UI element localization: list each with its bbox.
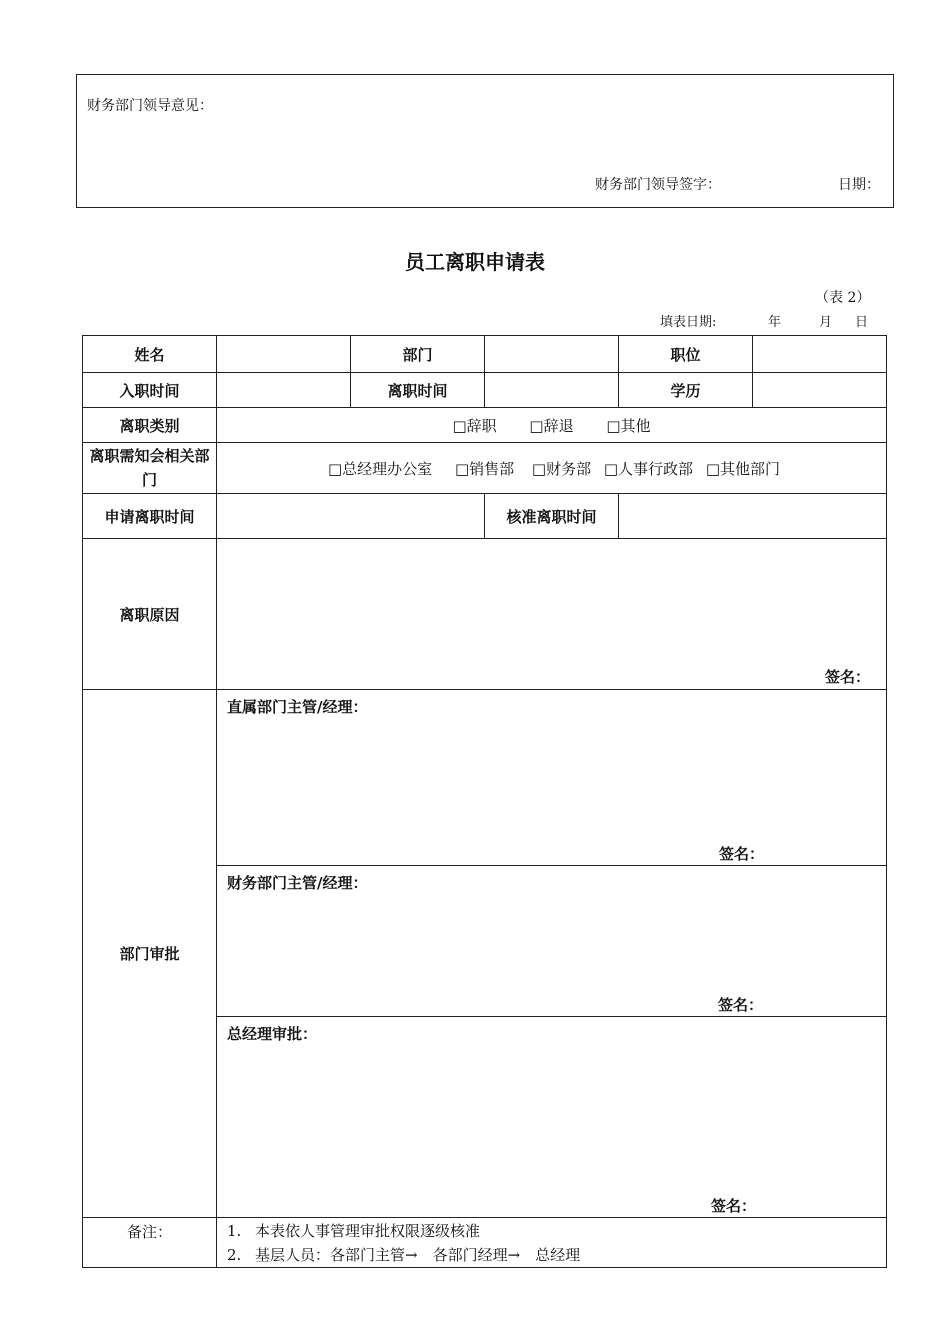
apply-leave-time-label: 申请离职时间	[83, 494, 217, 539]
note-number: 1.	[227, 1222, 242, 1240]
table-row	[83, 494, 887, 539]
department-label: 部门	[351, 336, 485, 373]
direct-manager-approval-label: 直属部门主管/经理：	[227, 698, 368, 716]
position-label: 职位	[619, 336, 753, 373]
name-label: 姓名	[83, 336, 217, 373]
table-row	[83, 443, 887, 494]
approved-leave-time-value[interactable]	[619, 494, 887, 539]
leave-type-other-checkbox[interactable]: □其他	[606, 416, 651, 435]
reason-signature-label: 签名：	[824, 668, 870, 686]
table-row	[83, 1218, 887, 1268]
reason-field[interactable]	[217, 539, 887, 690]
fill-date-label: 填表日期:	[660, 315, 717, 330]
remarks-label: 备注：	[83, 1218, 217, 1268]
fill-date-month: 月	[819, 315, 833, 330]
finance-date-label: 日期：	[838, 177, 880, 193]
finance-opinion-label: 财务部门领导意见：	[87, 98, 213, 114]
finance-signature-label: 财务部门领导签字：	[595, 177, 721, 193]
notify-gm-office-checkbox[interactable]: □总经理办公室	[327, 459, 433, 478]
table-row	[83, 408, 887, 443]
general-manager-approval-field[interactable]	[217, 1017, 887, 1218]
general-manager-approval-label: 总经理审批：	[227, 1025, 318, 1043]
finance-manager-signature-label: 签名：	[718, 996, 764, 1014]
notify-hr-admin-checkbox[interactable]: □人事行政部	[603, 459, 694, 478]
finance-manager-approval-field[interactable]	[217, 866, 887, 1017]
hire-date-label: 入职时间	[83, 373, 217, 408]
table-row	[83, 336, 887, 373]
fill-date-year: 年	[768, 315, 782, 330]
form-title: 员工离职申请表	[405, 250, 545, 274]
remarks-content	[217, 1218, 887, 1268]
note-item	[217, 1243, 886, 1267]
leave-type-options	[217, 408, 887, 443]
note-text: 本表依人事管理审批权限逐级核准	[255, 1222, 481, 1240]
notify-other-checkbox[interactable]: □其他部门	[705, 459, 781, 478]
table-number: （表 2）	[815, 290, 871, 306]
notify-finance-checkbox[interactable]: □财务部	[531, 459, 592, 478]
name-value[interactable]	[217, 336, 351, 373]
leave-type-label: 离职类别	[83, 408, 217, 443]
table-row	[83, 373, 887, 408]
general-manager-signature-label: 签名：	[711, 1197, 757, 1215]
education-value[interactable]	[753, 373, 887, 408]
reason-label: 离职原因	[83, 539, 217, 690]
table-row	[83, 690, 887, 866]
position-value[interactable]	[753, 336, 887, 373]
dept-approval-label: 部门审批	[83, 690, 217, 1218]
leave-date-value[interactable]	[485, 373, 619, 408]
note-text: 基层人员：各部门主管→ 各部门经理→ 总经理	[255, 1246, 581, 1264]
direct-manager-approval-field[interactable]	[217, 690, 887, 866]
leave-type-resign-checkbox[interactable]: □辞职	[452, 416, 497, 435]
hire-date-value[interactable]	[217, 373, 351, 408]
note-item	[217, 1219, 886, 1243]
finance-opinion-box	[76, 74, 894, 208]
leave-type-dismiss-checkbox[interactable]: □辞退	[529, 416, 574, 435]
leave-date-label: 离职时间	[351, 373, 485, 408]
note-number: 2.	[227, 1246, 242, 1264]
approved-leave-time-label: 核准离职时间	[485, 494, 619, 539]
notify-depts-label: 离职需知会相关部门	[83, 443, 217, 494]
education-label: 学历	[619, 373, 753, 408]
department-value[interactable]	[485, 336, 619, 373]
notify-sales-checkbox[interactable]: □销售部	[454, 459, 515, 478]
resignation-form-table	[82, 335, 887, 1268]
notify-dept-options	[217, 443, 887, 494]
direct-manager-signature-label: 签名：	[719, 845, 765, 863]
apply-leave-time-value[interactable]	[217, 494, 485, 539]
finance-manager-approval-label: 财务部门主管/经理：	[227, 874, 368, 892]
table-row	[83, 539, 887, 690]
fill-date-day: 日	[855, 315, 869, 330]
